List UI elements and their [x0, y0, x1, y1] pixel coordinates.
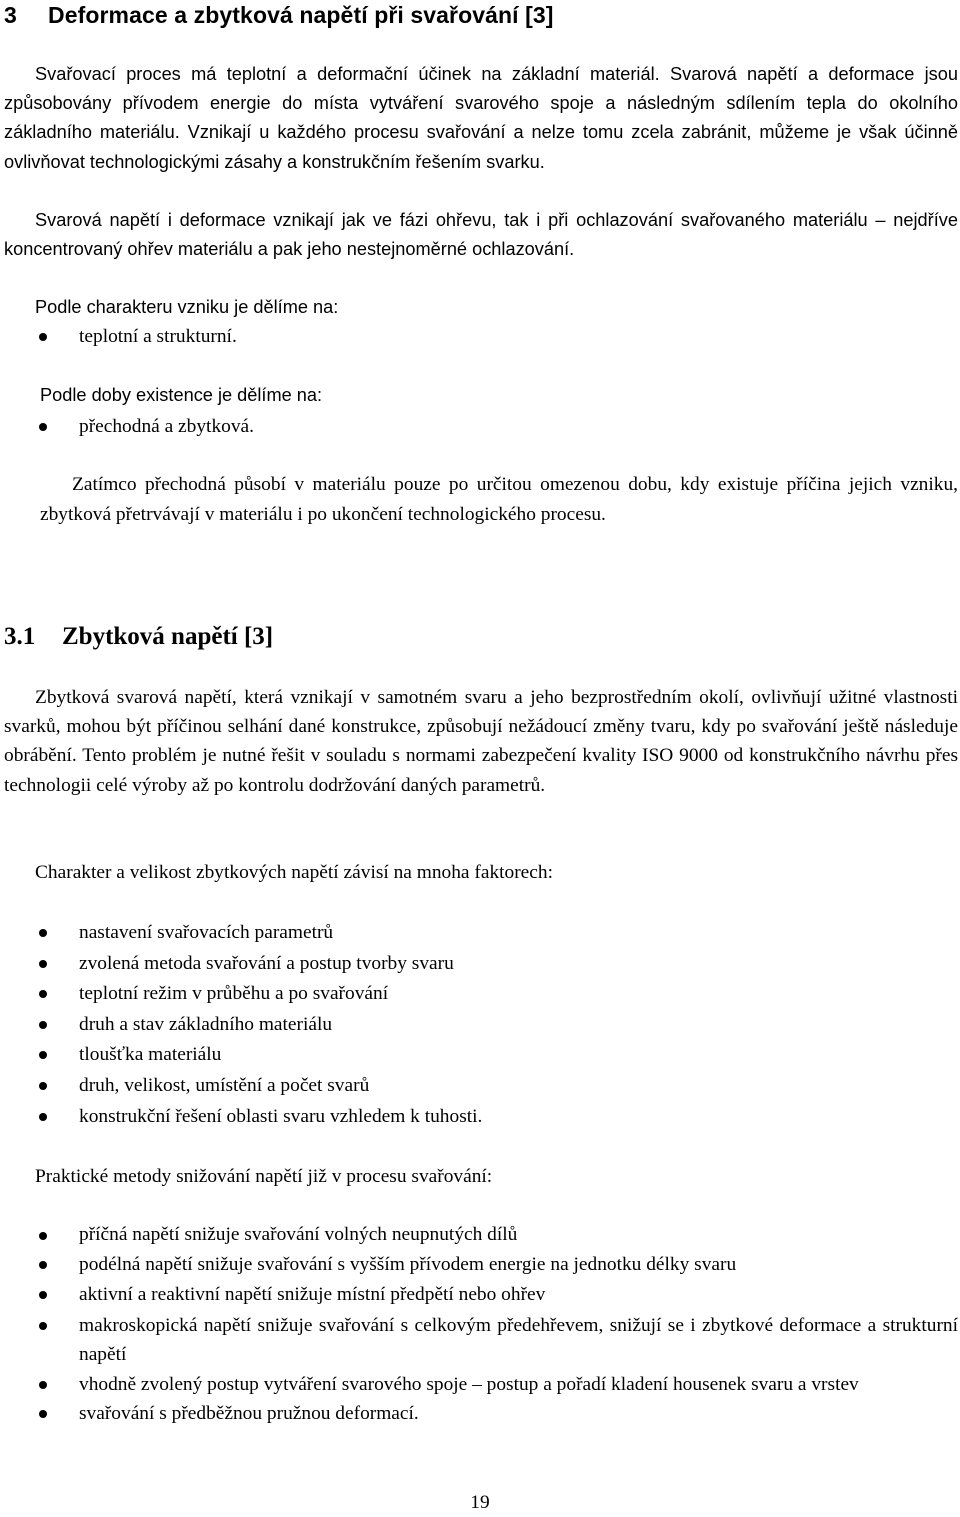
section-title: Deformace a zbytková napětí při svařování [3] [48, 2, 554, 28]
list-item [0, 1221, 958, 1250]
origin-list [0, 322, 958, 353]
list-item [0, 1250, 958, 1281]
bullet-icon [39, 960, 47, 968]
intro-paragraph-2 [4, 206, 958, 264]
list-item-text: druh, velikost, umístění a počet svarů [79, 1074, 370, 1096]
residual-paragraph [4, 683, 958, 800]
list-item-text: přechodná a zbytková. [79, 416, 254, 437]
list-item [0, 1040, 958, 1071]
bullet-icon [39, 990, 47, 998]
bullet-icon [39, 1322, 47, 1330]
bullet-icon [39, 1410, 47, 1418]
list-item [0, 1102, 958, 1133]
page-number: 19 [470, 1492, 490, 1513]
intro-paragraph-1-text: Svařovací proces má teplotní a deformační účinek na základní materiál. Svarová napětí a deformace jsou způsobovány přívodem energie do místa vytváření svarového spoje a následným sdílením tepla do okolního základního materiálu. Vznikají u každého procesu svařování a nelze tomu zcela zabránit, můžeme je však účinně ovlivňovat technologickými zásahy a konstrukčním řešením svarku. [4, 64, 958, 172]
subsection-number: 3.1 [4, 623, 36, 650]
subsection-heading [4, 621, 273, 653]
transient-note-text: Zatímco přechodná působí v materiálu pouze po určitou omezenou dobu, kdy existuje příčina jejich vzniku, zbytková přetrvávají v materiálu i po ukončení technologického procesu. [40, 474, 958, 525]
list-item-text: druh a stav základního materiálu [79, 1013, 333, 1035]
residual-paragraph-text: Zbytková svarová napětí, která vznikají v samotném svaru a jeho bezprostředním okolí, ovlivňují užitné vlastnosti svarků, mohou být příčinou selhání dané konstrukce, způsobují nežádoucí změny tvaru, kdy po svařování ještě následuje obrábění. Tento problém je nutné řešit v souladu s normami zabezpečení kvality ISO 9000 od konstrukčního návrhu přes technologii celé výroby až po kontrolu dodržování daných parametrů. [4, 687, 958, 796]
list-item [0, 1071, 958, 1102]
bullet-icon [39, 1381, 47, 1389]
section-heading [4, 0, 554, 30]
list-item-text: aktivní a reaktivní napětí snižuje místní předpětí nebo ohřev [79, 1284, 546, 1306]
transient-note [40, 470, 958, 529]
list-item [0, 1399, 958, 1430]
bullet-icon [39, 1232, 47, 1240]
list-item [0, 412, 958, 443]
intro-paragraph-2-text: Svarová napětí i deformace vznikají jak ve fázi ohřevu, tak i při ochlazování svařovaného materiálu – nejdříve koncentrovaný ohřev materiálu a pak jeho nestejnoměrné ochlazování. [4, 210, 958, 260]
list-item [0, 1311, 958, 1370]
list-item-text: tloušťka materiálu [79, 1044, 222, 1066]
intro-paragraph-1 [4, 60, 958, 177]
bullet-icon [39, 929, 47, 937]
list-item [0, 322, 958, 353]
subsection-title: Zbytková napětí [3] [62, 623, 274, 650]
list-item-text: podélná napětí snižuje svařování s vyšším přívodem energie na jednotku délky svaru [79, 1253, 737, 1275]
list-item-text: konstrukční řešení oblasti svaru vzhledem k tuhosti. [79, 1105, 483, 1127]
bullet-icon [39, 333, 47, 341]
list-item-text: příčná napětí snižuje svařování volných neupnutých dílů [79, 1224, 518, 1245]
factors-label: Charakter a velikost zbytkových napětí závisí na mnoha faktorech: [35, 862, 553, 883]
list-item [0, 979, 958, 1010]
bullet-icon [39, 1021, 47, 1029]
duration-label: Podle doby existence je dělíme na: [40, 385, 323, 405]
list-item-text: makroskopická napětí snižuje svařování s celkovým předehřevem, snižují se i zbytkové deformace a strukturní napětí [79, 1314, 958, 1366]
list-item-text: teplotní a strukturní. [79, 326, 237, 347]
bullet-icon [39, 1051, 47, 1059]
list-item-text: teplotní režim v průběhu a po svařování [79, 983, 389, 1005]
bullet-icon [39, 1113, 47, 1121]
list-item-text: zvolená metoda svařování a postup tvorby svaru [79, 952, 454, 974]
list-item [0, 949, 958, 980]
list-item-text: vhodně zvolený postup vytváření svarového spoje – postup a pořadí kladení housenek svaru a vrstev [79, 1373, 859, 1395]
list-item [0, 1370, 958, 1399]
methods-label: Praktické metody snižování napětí již v procesu svařování: [35, 1166, 493, 1187]
bullet-icon [39, 1082, 47, 1090]
bullet-icon [39, 423, 47, 431]
list-item [0, 1010, 958, 1041]
duration-list [0, 412, 958, 443]
list-item-text: svařování s předběžnou pružnou deformací. [79, 1403, 419, 1424]
list-item [0, 918, 958, 949]
methods-list [0, 1221, 958, 1430]
bullet-icon [39, 1261, 47, 1269]
section-number: 3 [4, 2, 17, 28]
origin-label: Podle charakteru vzniku je dělíme na: [35, 297, 339, 317]
factors-list [0, 918, 958, 1132]
bullet-icon [39, 1291, 47, 1299]
list-item [0, 1280, 958, 1311]
list-item-text: nastavení svařovacích parametrů [79, 922, 334, 943]
